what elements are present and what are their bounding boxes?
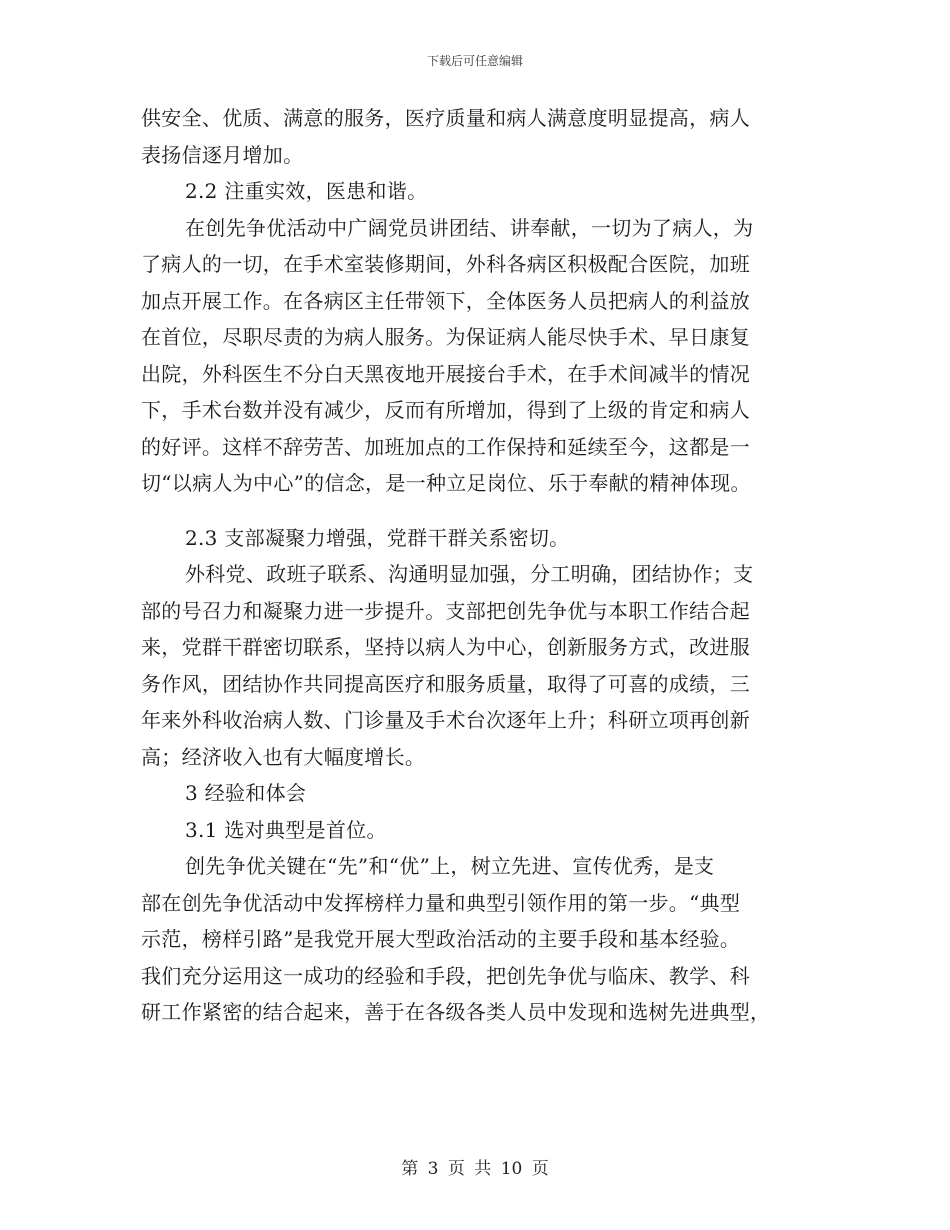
text-line: 表扬信逐月增加。 xyxy=(141,142,304,167)
text-line: 部在创先争优活动中发挥榜样力量和典型引领作用的第一步。“典型 xyxy=(141,890,741,915)
text-line: 务作风，团结协作共同提高医疗和服务质量，取得了可喜的成绩，三 xyxy=(141,671,750,696)
text-line: 下，手术台数并没有减少，反而有所增加，得到了上级的肯定和病人 xyxy=(141,398,750,422)
text-line: 的好评。这样不辞劳苦、加班加点的工作保持和延续至今，这都是一 xyxy=(141,434,750,459)
text-line: 外科党、政班子联系、沟通明显加强，分工明确，团结协作；支 xyxy=(185,562,754,586)
paragraph-gap xyxy=(141,502,811,520)
text-line: 供安全、优质、满意的服务，医疗质量和病人满意度明显提高，病人 xyxy=(141,106,750,130)
document-body xyxy=(141,100,811,1031)
text-line: 加点开展工作。在各病区主任带领下，全体医务人员把病人的利益放 xyxy=(141,288,750,313)
page-footer: 第 3 页 共 10 页 xyxy=(401,1159,549,1179)
text-line: 在创先争优活动中广阔党员讲团结、讲奉献，一切为了病人，为 xyxy=(185,215,754,240)
text-line: 切“以病人为中心”的信念，是一种立足岗位、乐于奉献的精神体现。 xyxy=(141,471,751,495)
text-line: 示范，榜样引路”是我党开展大型政治活动的主要手段和基本经验。 xyxy=(141,927,741,951)
section-heading: 2.3 支部凝聚力增强，党群干群关系密切。 xyxy=(185,525,570,550)
text-line: 高；经济收入也有大幅度增长。 xyxy=(141,744,426,769)
section-heading: 3 经验和体会 xyxy=(185,781,307,805)
text-line: 研工作紧密的结合起来，善于在各级各类人员中发现和选树先进典型， xyxy=(141,1000,771,1024)
text-line: 创先争优关键在“先”和“优”上，树立先进、宣传优秀，是支 xyxy=(185,854,715,878)
text-line: 了病人的一切，在手术室装修期间，外科各病区积极配合医院，加班 xyxy=(141,252,750,276)
section-heading: 2.2 注重实效，医患和谐。 xyxy=(185,179,428,203)
text-line: 我们充分运用这一成功的经验和手段，把创先争优与临床、教学、科 xyxy=(141,963,750,988)
text-line: 来，党群干群密切联系，坚持以病人为中心，创新服务方式，改进服 xyxy=(141,635,750,659)
text-line: 在首位，尽职尽责的为病人服务。为保证病人能尽快手术、早日康复 xyxy=(141,325,750,349)
text-line: 年来外科收治病人数、门诊量及手术台次逐年上升；科研立项再创新 xyxy=(141,708,750,732)
text-line: 出院，外科医生不分白天黑夜地开展接台手术，在手术间减半的情况 xyxy=(141,361,750,386)
section-heading: 3.1 选对典型是首位。 xyxy=(185,817,387,842)
page-header: 下载后可任意编辑 xyxy=(426,54,523,68)
text-line: 部的号召力和凝聚力进一步提升。支部把创先争优与本职工作结合起 xyxy=(141,598,750,623)
